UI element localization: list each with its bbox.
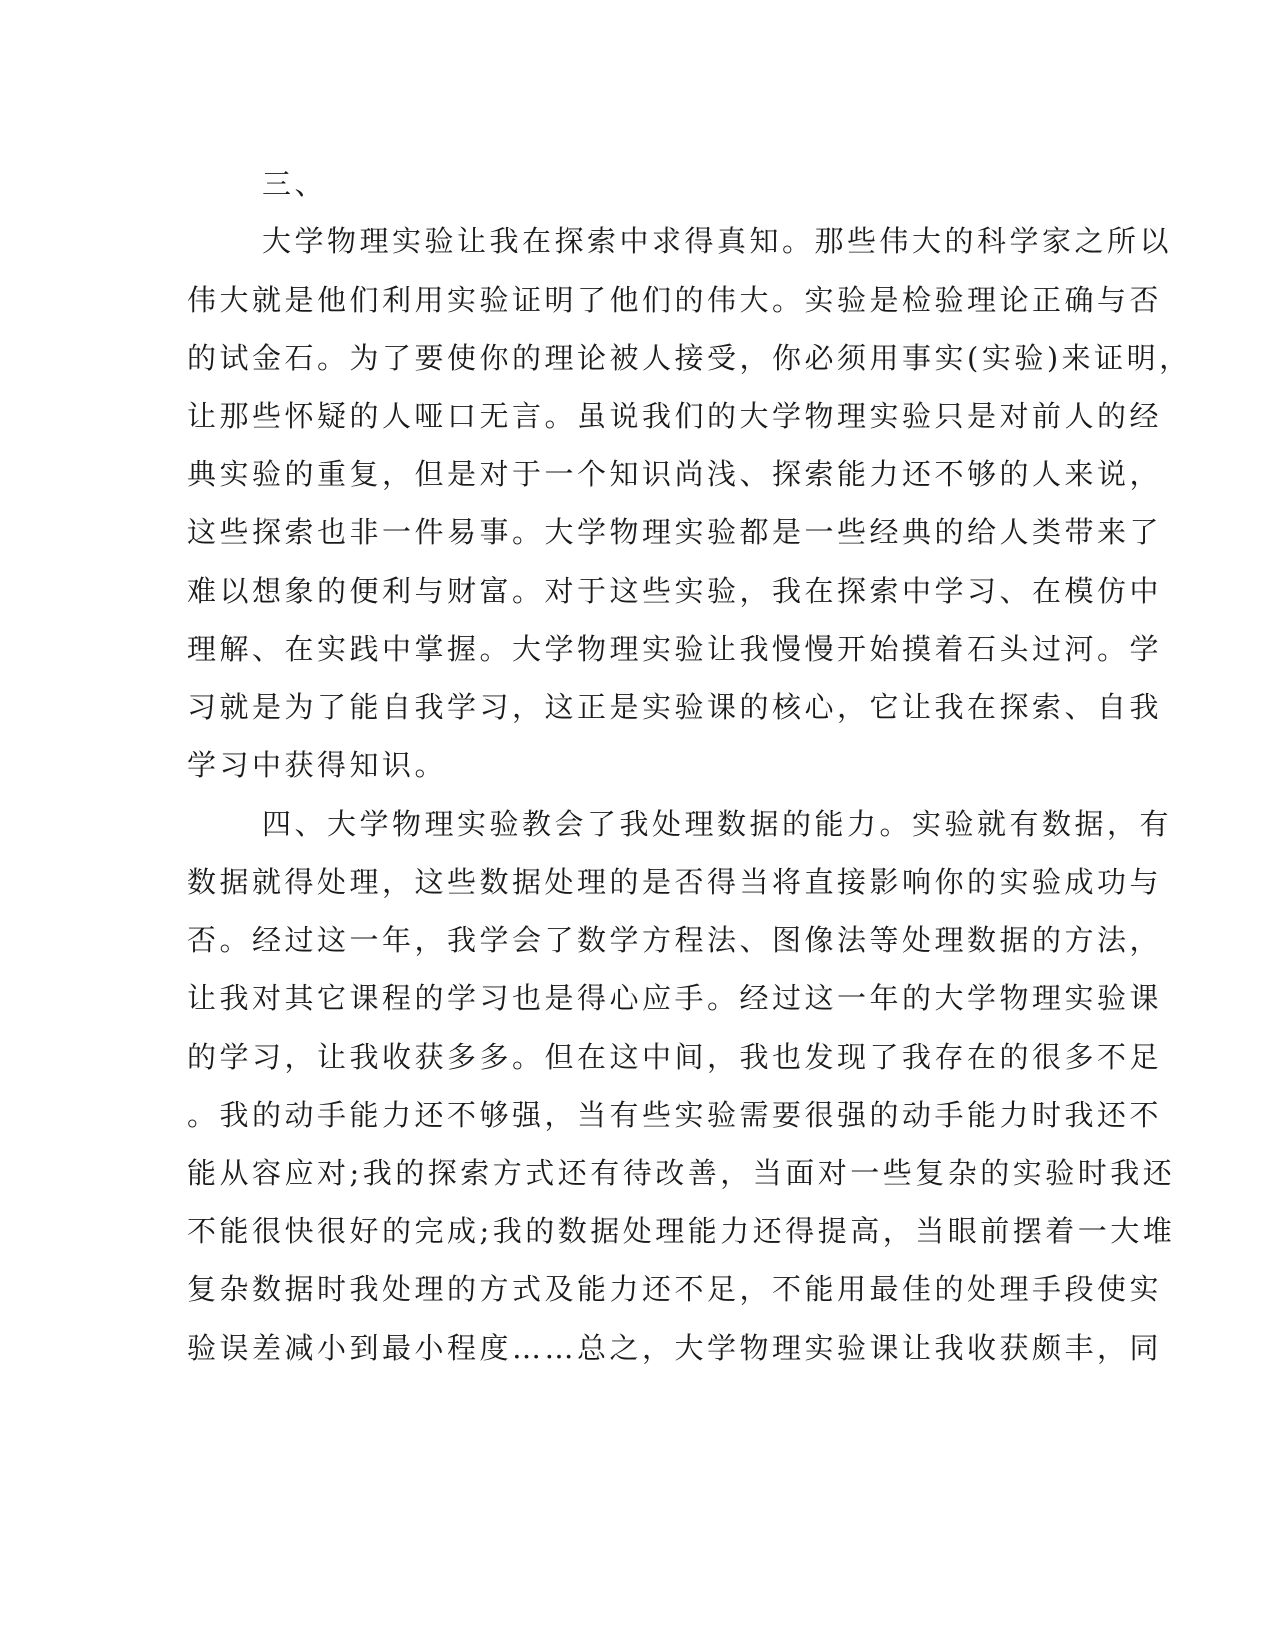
paragraph-line: 验误差减小到最小程度……总之，大学物理实验课让我收获颇丰，同 xyxy=(187,1331,1163,1365)
paragraph-line: 典实验的重复，但是对于一个知识尚浅、探索能力还不够的人来说， xyxy=(187,457,1163,491)
paragraph-line: 伟大就是他们利用实验证明了他们的伟大。实验是检验理论正确与否 xyxy=(187,283,1163,317)
paragraph-line: 能从容应对;我的探索方式还有待改善，当面对一些复杂的实验时我还 xyxy=(187,1156,1176,1190)
paragraph-line: 四、大学物理实验教会了我处理数据的能力。实验就有数据，有 xyxy=(262,807,1173,841)
paragraph-line: 复杂数据时我处理的方式及能力还不足，不能用最佳的处理手段使实 xyxy=(187,1272,1163,1306)
paragraph-line: 否。经过这一年，我学会了数学方程法、图像法等处理数据的方法， xyxy=(187,923,1163,957)
section-heading: 三、 xyxy=(262,167,328,201)
paragraph-line: 理解、在实践中掌握。大学物理实验让我慢慢开始摸着石头过河。学 xyxy=(187,632,1163,666)
paragraph-line: 大学物理实验让我在探索中求得真知。那些伟大的科学家之所以 xyxy=(262,224,1173,258)
paragraph-line: 这些探索也非一件易事。大学物理实验都是一些经典的给人类带来了 xyxy=(187,515,1163,549)
paragraph-line: 让那些怀疑的人哑口无言。虽说我们的大学物理实验只是对前人的经 xyxy=(187,399,1163,433)
paragraph-line: 不能很快很好的完成;我的数据处理能力还得提高，当眼前摆着一大堆 xyxy=(187,1214,1176,1248)
paragraph-line: 习就是为了能自我学习，这正是实验课的核心，它让我在探索、自我 xyxy=(187,690,1163,724)
paragraph-line: 。我的动手能力还不够强，当有些实验需要很强的动手能力时我还不 xyxy=(187,1098,1163,1132)
paragraph-line: 学习中获得知识。 xyxy=(187,748,448,782)
paragraph-line: 的学习，让我收获多多。但在这中间，我也发现了我存在的很多不足 xyxy=(187,1040,1163,1074)
paragraph-line: 的试金石。为了要使你的理论被人接受，你必须用事实(实验)来证明， xyxy=(187,341,1192,375)
paragraph-line: 难以想象的便利与财富。对于这些实验，我在探索中学习、在模仿中 xyxy=(187,574,1163,608)
paragraph-line: 让我对其它课程的学习也是得心应手。经过这一年的大学物理实验课 xyxy=(187,981,1163,1015)
paragraph-line: 数据就得处理，这些数据处理的是否得当将直接影响你的实验成功与 xyxy=(187,865,1163,899)
